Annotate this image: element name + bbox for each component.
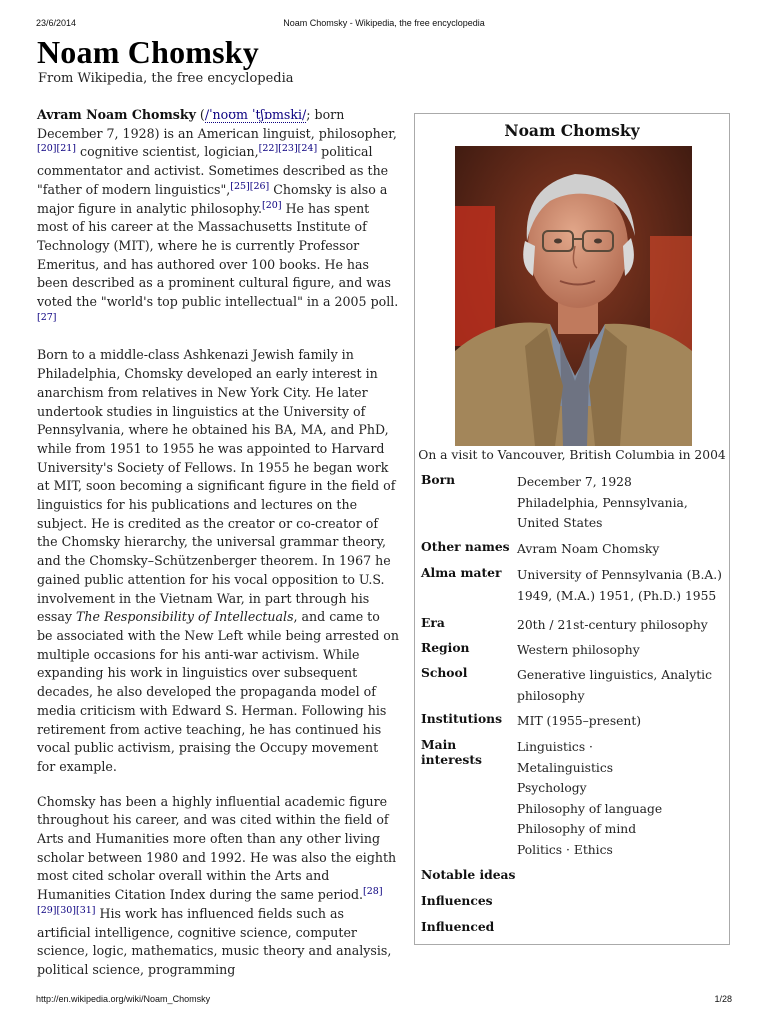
interest-item[interactable]: Philosophy of mind	[517, 822, 637, 836]
birth-place: Philadelphia, Pennsylvania, United States	[517, 495, 688, 530]
infobox-row-main-interests	[421, 737, 723, 863]
citation-link[interactable]: [27]	[37, 311, 57, 323]
interest-item[interactable]: Metalinguistics	[517, 760, 614, 775]
citation-link[interactable]: [20]	[262, 199, 282, 211]
intro-paragraph: Avram Noam Chomsky (/ˈnoʊm ˈtʃɒmski/; born December 7, 1928) is an American linguist, philosopher,[20][21] cognitive scientist, logician,[22][23][24] political commentator and activist. Sometimes described as the "father of modern linguistics",[25][26] Chomsky is also a major figure in analytic philosophy.[20] He has spent most of his career at the Massachusetts Institute of Technology (MIT), where he is currently Professor Emeritus, and has authored over 100 books. He has been described as a prominent cultural figure, and was voted the "world's top public intellectual" in a 2005 poll.[27]	[37, 107, 399, 323]
label-influenced[interactable]: Influenced	[421, 919, 495, 934]
label-alma-mater: Alma mater	[421, 565, 502, 580]
label-influences[interactable]: Influences	[421, 893, 493, 908]
page-url[interactable]: http://en.wikipedia.org/wiki/Noam_Chomsky	[36, 994, 211, 1004]
site-tagline: From Wikipedia, the free encyclopedia	[38, 71, 294, 86]
print-footer	[36, 994, 732, 1006]
label-notable-ideas[interactable]: Notable ideas	[421, 867, 516, 882]
interest-item[interactable]: Philosophy of language	[517, 801, 663, 816]
infobox-row-era	[421, 615, 723, 639]
infobox-row-influences	[421, 893, 723, 917]
infobox-row-notable-ideas	[421, 867, 723, 891]
label-era: Era	[421, 615, 445, 630]
citation-link[interactable]: [22][23][24]	[258, 143, 318, 155]
label-main-interests: Main interests	[421, 737, 482, 767]
portrait-illustration	[455, 146, 692, 446]
infobox-row-alma-mater	[421, 565, 723, 609]
alma-mater-value[interactable]: University of Pennsylvania (B.A.) 1949, (M.A.) 1951, (Ph.D.) 1955	[517, 568, 722, 603]
institutions-value[interactable]: MIT (1955–present)	[517, 714, 642, 728]
biography-paragraph: Born to a middle-class Ashkenazi Jewish family in Philadelphia, Chomsky developed an early interest in anarchism from relatives in New York City. He later undertook studies in linguistics at the University of Pennsylvania, where he obtained his BA, MA, and PhD, while from 1951 to 1955 he was appointed to Harvard University's Society of Fellows. In 1955 he began work at MIT, soon becoming a significant figure in the field of linguistics for his publications and lectures on the subject. He is credited as the creator or co-creator of the Chomsky hierarchy, the universal grammar theory, and the Chomsky–Schützenberger theorem. In 1967 he gained public attention for his vocal opposition to U.S. involvement in the Vietnam War, in part through his essay The Responsibility of Intellectuals, and came to be associated with the New Left while being arrested on multiple occasions for his anti-war activism. While expanding his work in linguistics over subsequent decades, he also developed the propaganda model of media criticism with Edward S. Herman. Following his retirement from active teaching, he has continued his vocal public activism, praising the Occupy movement for example.	[37, 347, 399, 774]
citation-link[interactable]: [20][21]	[37, 143, 77, 155]
label-institutions: Institutions	[421, 711, 503, 726]
infobox-row-other-names	[421, 539, 723, 563]
label-born: Born	[421, 472, 456, 487]
birth-date: December 7, 1928	[517, 475, 632, 489]
infobox-row-school	[421, 665, 723, 709]
ipa-pronunciation-link[interactable]: /ˈnoʊm ˈtʃɒmski/	[204, 107, 307, 122]
infobox-row-region	[421, 640, 723, 664]
infobox-title: Noam Chomsky	[504, 121, 640, 140]
label-region: Region	[421, 640, 470, 655]
main-interests-list	[517, 737, 723, 860]
region-value[interactable]: Western philosophy	[517, 643, 640, 657]
interest-item[interactable]: Linguistics ·	[517, 740, 593, 754]
citation-link[interactable]: [28][29][30][31]	[37, 885, 383, 916]
interest-item[interactable]: Psychology	[517, 781, 587, 795]
page-number: 1/28	[714, 994, 732, 1004]
label-school: School	[421, 665, 468, 680]
era-value[interactable]: 20th / 21st-century philosophy	[517, 618, 708, 632]
print-page-title: Noam Chomsky - Wikipedia, the free encyclopedia	[283, 18, 485, 28]
other-names-value: Avram Noam Chomsky	[517, 542, 660, 556]
influence-paragraph: Chomsky has been a highly influential academic figure throughout his career, and was cited within the field of Arts and Humanities more often than any other living scholar between 1980 and 1992. He was also the eighth most cited scholar overall within the Arts and Humanities Citation Index during the same period.[28][29][30][31] His work has influenced fields such as artificial intelligence, cognitive science, computer science, logic, mathematics, music theory and analysis, political science, programming	[37, 793, 397, 977]
print-header	[36, 18, 732, 30]
page-title: Noam Chomsky	[37, 34, 259, 70]
subject-name: Avram Noam Chomsky	[37, 107, 196, 122]
article-body	[37, 106, 399, 996]
citation-link[interactable]: [25][26]	[230, 180, 270, 192]
photo-caption: On a visit to Vancouver, British Columbia in 2004	[418, 448, 726, 462]
infobox-row-influenced	[421, 919, 723, 943]
infobox-row-institutions	[421, 711, 723, 735]
essay-title: The Responsibility of Intellectuals	[76, 609, 294, 625]
interest-item[interactable]: Politics · Ethics	[517, 842, 613, 857]
print-date: 23/6/2014	[36, 18, 77, 28]
label-other-names: Other names	[421, 539, 510, 554]
portrait-photo[interactable]	[455, 146, 692, 446]
infobox	[414, 113, 730, 945]
infobox-row-born	[421, 472, 723, 536]
school-value[interactable]: Generative linguistics, Analytic philosophy	[517, 668, 712, 703]
